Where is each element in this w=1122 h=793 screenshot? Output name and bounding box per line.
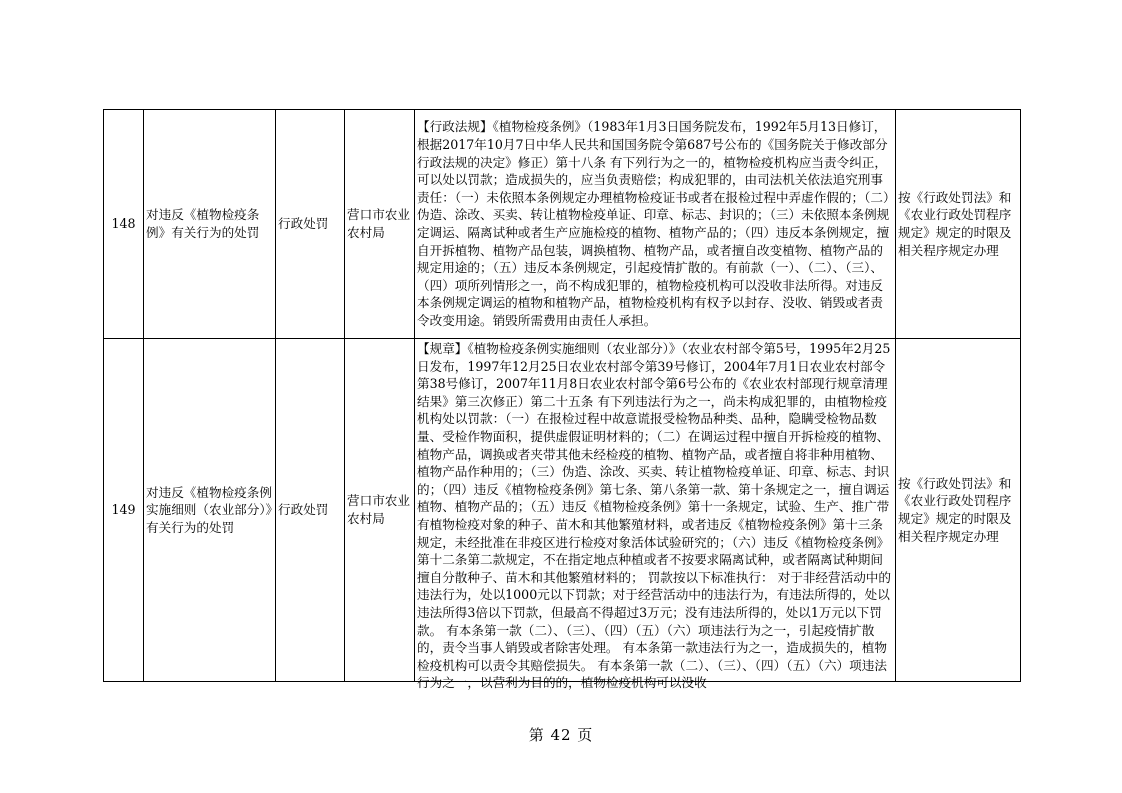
- legal-basis: [415, 110, 896, 339]
- penalty-type: 行政处罚: [276, 339, 345, 682]
- page-number: 第 42 页: [528, 726, 594, 744]
- item-name: 对违反《植物检疫条例实施细则（农业部分）》有关行为的处罚: [144, 339, 276, 682]
- item-name: 对违反《植物检疫条例》有关行为的处罚: [144, 110, 276, 339]
- table-row: [104, 110, 1021, 339]
- row-number: 148: [104, 110, 144, 339]
- row-number: 149: [104, 339, 144, 682]
- table-row: [104, 339, 1021, 682]
- legal-basis-text: 【行政法规】《植物检疫条例》（1983年1月3日国务院发布，1992年5月13日修订，根据2017年10月7日中华人民共和国国务院令第687号公布的《国务院关于修改部分行政法规的决定》修正）第十八条 有下列行为之一的，植物检疫机构应当责令纠正，可以处以罚款；造成损失的，应当负责赔偿；构成犯罪的，由司法机关依法追究刑事责任：（一）未依照本条例规定办理植物检疫证书或者在报检过程中弄虚作假的；（二）伪造、涂改、买卖、转让植物检疫单证、印章、标志、封识的；（三）未依照本条例规定调运、隔离试种或者生产应施检疫的植物、植物产品的；（四）违反本条例规定，擅自开拆植物、植物产品包装，调换植物、植物产品，或者擅自改变植物、植物产品的规定用途的；（五）违反本条例规定，引起疫情扩散的。有前款（一）、（二）、（三）、（四）项所列情形之一，尚不构成犯罪的，植物检疫机构可以没收非法所得。对违反本条例规定调运的植物和植物产品，植物检疫机构有权予以封存、没收、销毁或者责令改变用途。销毁所需费用由责任人承担。: [417, 119, 890, 328]
- enforcement-authority: 营口市农业农村局: [345, 110, 415, 339]
- enforcement-authority: 营口市农业农村局: [345, 339, 415, 682]
- procedure-note: 按《行政处罚法》和《农业行政处罚程序规定》规定的时限及相关程序规定办理: [896, 110, 1021, 339]
- procedure-note: 按《行政处罚法》和《农业行政处罚程序规定》规定的时限及相关程序规定办理: [896, 339, 1021, 682]
- regulation-table: [103, 109, 1021, 691]
- penalty-type: 行政处罚: [276, 110, 345, 339]
- legal-basis: [415, 339, 896, 691]
- legal-basis-text: 【规章】《植物检疫条例实施细则（农业部分）》（农业农村部令第5号，1995年2月25日发布，1997年12月25日农业农村部令第39号修订，2004年7月1日农业农村部令第38号修订，2007年11月8日农业农村部令第6号公布的《农业农村部现行规章清理结果》第三次修正）第二十五条 有下列违法行为之一，尚未构成犯罪的，由植物检疫机构处以罚款：（一）在报检过程中故意谎报受检物品种类、品种，隐瞒受检物品数量、受检作物面积，提供虚假证明材料的；（二）在调运过程中擅自开拆检疫的植物、植物产品，调换或者夹带其他未经检疫的植物、植物产品，或者擅自将非种用植物、植物产品作种用的；（三）伪造、涂改、买卖、转让植物检疫单证、印章、标志、封识的；（四）违反《植物检疫条例》第七条、第八条第一款、第十条规定之一，擅自调运植物、植物产品的；（五）违反《植物检疫条例》第十一条规定，试验、生产、推广带有植物检疫对象的种子、苗木和其他繁殖材料，或者违反《植物检疫条例》第十三条规定，未经批准在非疫区进行检疫对象活体试验研究的；（六）违反《植物检疫条例》第十二条第二款规定，不在指定地点种植或者不按要求隔离试种，或者隔离试种期间擅自分散种子、苗木和其他繁殖材料的； 罚款按以下标准执行： 对于非经营活动中的违法行为，处以1000元以下罚款；对于经营活动中的违法行为，有违法所得的，处以违法所得3倍以下罚款，但最高不得超过3万元；没有违法所得的，处以1万元以下罚款。 有本条第一款（二）、（三）、（四）（五）（六）项违法行为之一，引起疫情扩散的，责令当事人销毁或者除害处理。 有本条第一款违法行为之一，造成损失的，植物检疫机构可以责令其赔偿损失。 有本条第一款（二）、（三）、（四）（五）（六）项违法行为之一，以营利为目的的，植物检疫机构可以没收: [417, 341, 891, 691]
